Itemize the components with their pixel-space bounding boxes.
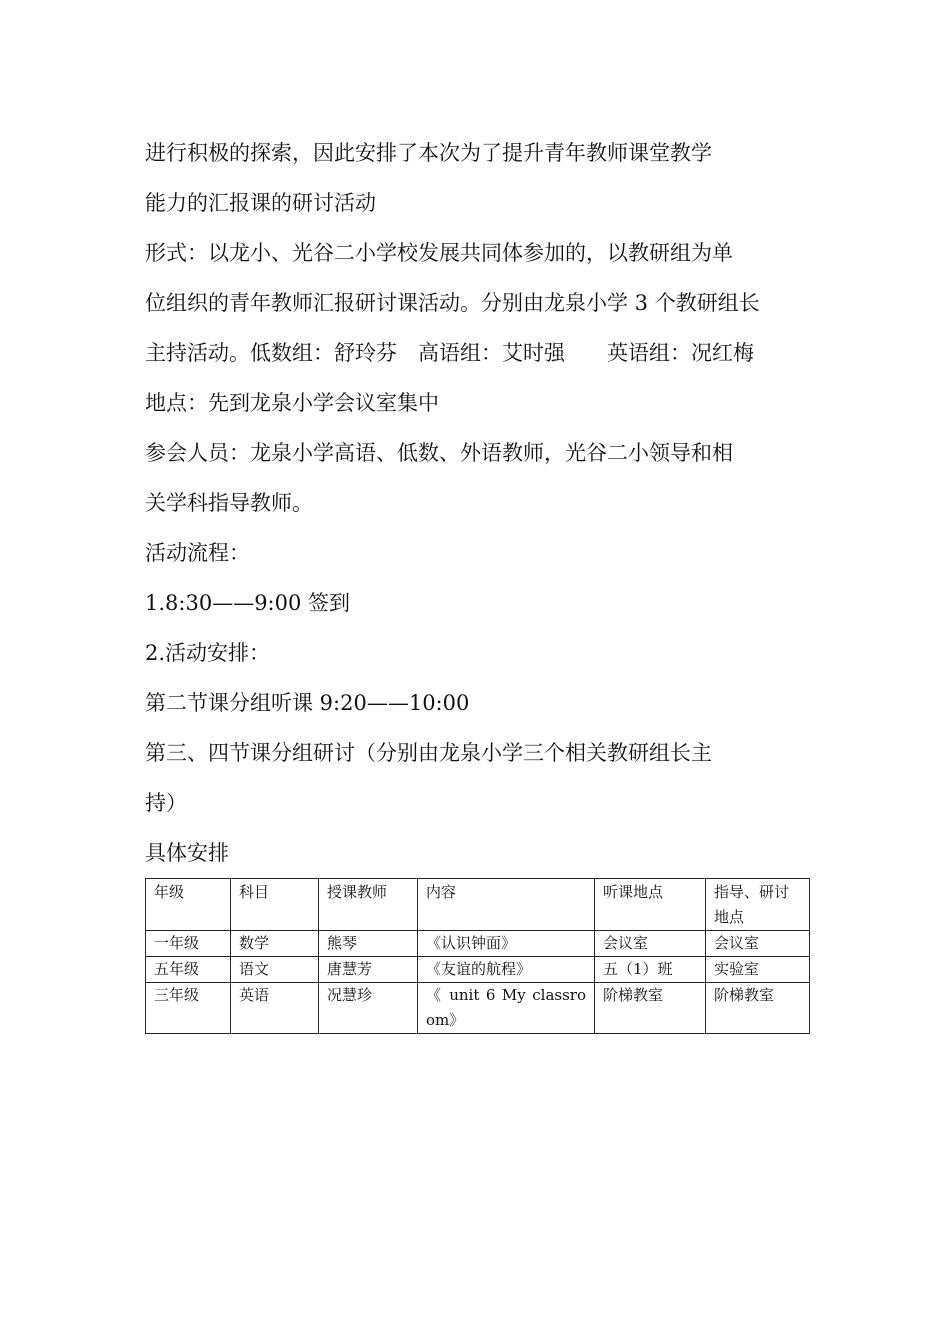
cell-discussion-location: 阶梯教室	[706, 983, 810, 1034]
cell-discussion-location: 会议室	[706, 931, 810, 957]
cell-discussion-location: 实验室	[706, 957, 810, 983]
participants-line-2: 关学科指导教师。	[145, 491, 313, 515]
form-line-1: 形式：以龙小、光谷二小学校发展共同体参加的，以教研组为单	[145, 241, 733, 265]
header-grade: 年级	[146, 879, 231, 931]
intro-line-1: 进行积极的探索，因此安排了本次为了提升青年教师课堂教学	[145, 141, 712, 165]
cell-grade: 一年级	[146, 931, 231, 957]
process-step-1: 1.8:30——9:00 签到	[145, 591, 351, 615]
cell-grade: 五年级	[146, 957, 231, 983]
form-line-3: 主持活动。低数组：舒玲芬 高语组：艾时强 英语组：况红梅	[145, 341, 754, 365]
header-discussion-location: 指导、研讨地点	[706, 879, 810, 931]
cell-content: 《认识钟面》	[418, 931, 595, 957]
header-observe-location: 听课地点	[595, 879, 706, 931]
session-34-line-2: 持）	[145, 791, 187, 815]
cell-observe-location: 会议室	[595, 931, 706, 957]
document-page	[145, 128, 810, 1034]
cell-subject: 数学	[231, 931, 319, 957]
cell-content: 《友谊的航程》	[418, 957, 595, 983]
session-34-line-1: 第三、四节课分组研讨（分别由龙泉小学三个相关教研组长主	[145, 741, 712, 765]
process-step-2: 2.活动安排：	[145, 641, 271, 665]
location-text: 地点：先到龙泉小学会议室集中	[145, 391, 439, 415]
cell-grade: 三年级	[146, 983, 231, 1034]
table-row	[146, 931, 810, 957]
header-subject: 科目	[231, 879, 319, 931]
cell-observe-location: 五（1）班	[595, 957, 706, 983]
cell-teacher: 况慧珍	[319, 983, 418, 1034]
header-teacher: 授课教师	[319, 879, 418, 931]
table-row	[146, 983, 810, 1034]
session-2-text: 第二节课分组听课 9:20——10:00	[145, 691, 470, 715]
cell-teacher: 唐慧芳	[319, 957, 418, 983]
schedule-table	[145, 878, 810, 1034]
cell-subject: 语文	[231, 957, 319, 983]
cell-teacher: 熊琴	[319, 931, 418, 957]
table-row	[146, 957, 810, 983]
process-title: 活动流程：	[145, 541, 250, 565]
header-content: 内容	[418, 879, 595, 931]
form-line-2: 位组织的青年教师汇报研讨课活动。分别由龙泉小学 3 个教研组长	[145, 291, 760, 315]
table-title: 具体安排	[145, 841, 229, 865]
cell-subject: 英语	[231, 983, 319, 1034]
cell-content: 《 unit 6 My classroom》	[418, 983, 595, 1034]
table-header-row	[146, 879, 810, 931]
cell-observe-location: 阶梯教室	[595, 983, 706, 1034]
participants-line-1: 参会人员：龙泉小学高语、低数、外语教师，光谷二小领导和相	[145, 441, 733, 465]
intro-line-2: 能力的汇报课的研讨活动	[145, 191, 376, 215]
